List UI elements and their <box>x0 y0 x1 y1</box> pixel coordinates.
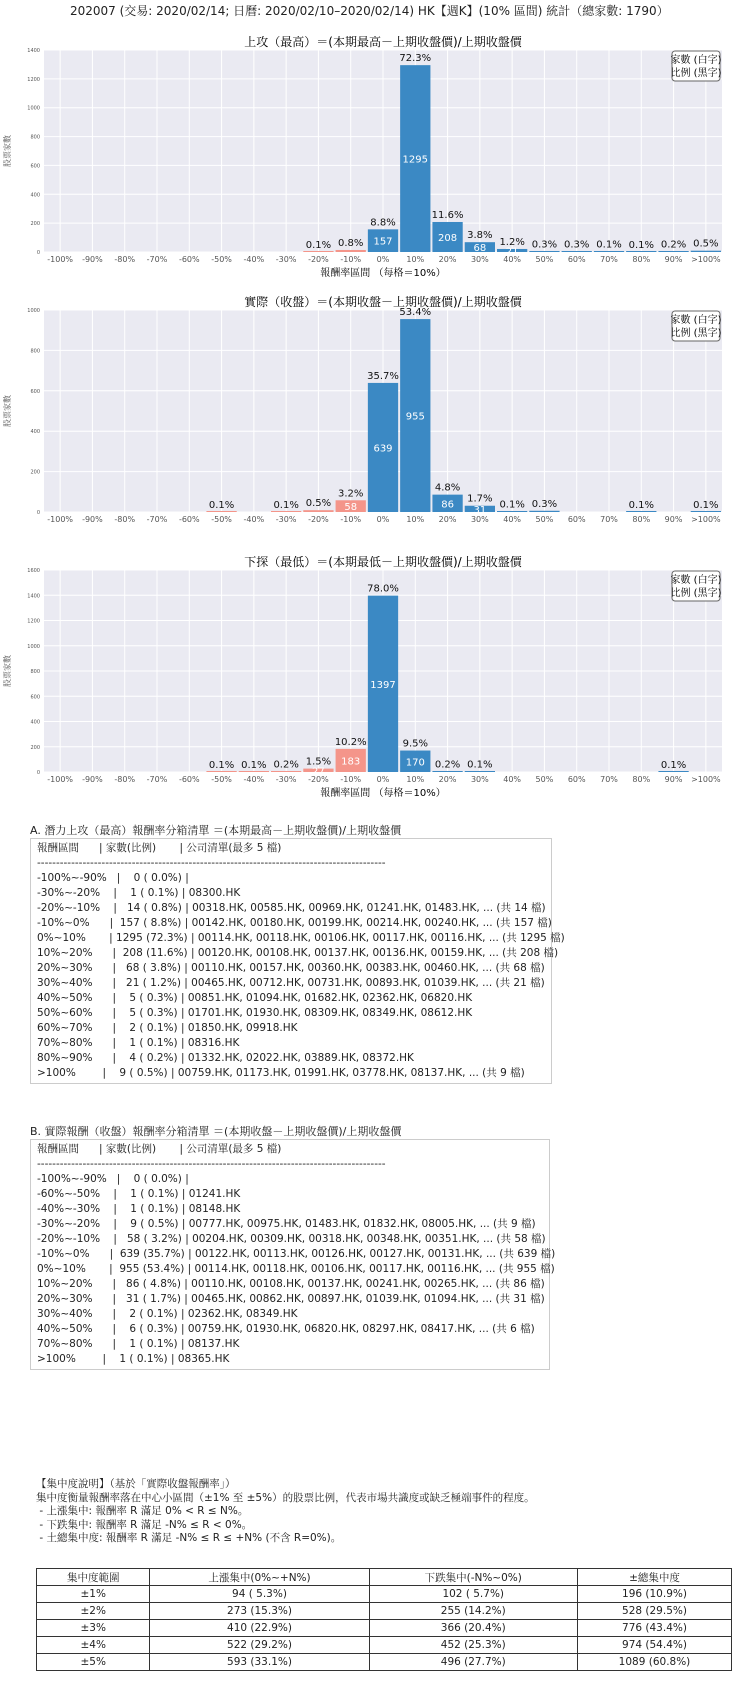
list-line: 30%~40% | 2 ( 0.1%) | 02362.HK, 08349.HK <box>37 1308 298 1320</box>
legend-line-1: 家數 (白字) <box>670 575 722 586</box>
bar-pct-label: 0.3% <box>531 498 558 510</box>
y-axis-label: 股票家數 <box>3 395 12 427</box>
x-tick-label: 10% <box>406 515 425 524</box>
table-cell: 196 (10.9%) <box>577 1586 731 1603</box>
table-cell: 1089 (60.8%) <box>577 1654 731 1671</box>
page-title: 202007 (交易: 2020/02/14; 日曆: 2020/02/10–2020/02/14) HK【週K】(10% 區間) 統計（總家數: 1790） <box>70 4 669 18</box>
bar-pct-label: 11.6% <box>431 209 464 221</box>
x-tick-label: -90% <box>82 775 103 784</box>
bar-pct-label: 3.2% <box>338 488 364 500</box>
x-tick-label: -50% <box>211 255 232 264</box>
bar-count-label: 27 <box>312 766 325 778</box>
chart-title: 實際（收盤）＝(本期收盤－上期收盤價)/上期收盤價 <box>244 296 522 309</box>
list-a-box <box>30 838 565 1084</box>
list-line: 0%~10% | 1295 (72.3%) | 00114.HK, 00118.HK, 00106.HK, 00117.HK, 00116.HK, ... (共 1295 檔) <box>37 932 565 944</box>
y-tick-label: 0 <box>36 250 40 256</box>
y-tick-label: 1000 <box>27 105 40 112</box>
list-line: -10%~0% | 157 ( 8.8%) | 00142.HK, 00180.HK, 00199.HK, 00214.HK, 00240.HK, ... (共 157 檔) <box>37 917 552 929</box>
x-axis-label: 報酬率區間 （每格＝10%） <box>320 268 446 279</box>
x-tick-label: -80% <box>114 255 136 264</box>
bar <box>594 251 624 252</box>
x-tick-label: 60% <box>567 515 586 524</box>
bar-count-label: 157 <box>373 236 393 248</box>
x-tick-label: -60% <box>178 255 200 264</box>
list-line: -------------------------------------------------------------------------------------------- <box>37 857 386 869</box>
table-cell: 255 (14.2%) <box>369 1603 577 1620</box>
table-cell: 102 ( 5.7%) <box>369 1586 577 1603</box>
bar-pct-label: 0.2% <box>273 759 299 771</box>
legend-line-2: 比例 (黑字) <box>670 68 722 79</box>
x-tick-label: 20% <box>438 775 457 784</box>
bar-pct-label: 1.2% <box>499 236 525 248</box>
x-tick-label: -90% <box>82 255 103 264</box>
x-tick-label: 40% <box>503 775 522 784</box>
x-axis-label: 報酬率區間 （每格＝10%） <box>320 788 446 799</box>
list-line: 50%~60% | 5 ( 0.3%) | 01701.HK, 01930.HK, 08309.HK, 08349.HK, 08612.HK <box>37 1007 473 1019</box>
bar-count-label: 183 <box>341 756 361 768</box>
x-tick-label: 20% <box>438 255 457 264</box>
bar-pct-label: 0.1% <box>628 239 654 251</box>
bar <box>562 251 592 252</box>
y-tick-label: 400 <box>30 719 40 726</box>
x-tick-label: 50% <box>535 255 554 264</box>
bar-count-label: 955 <box>405 411 425 423</box>
list-line: 10%~20% | 208 (11.6%) | 00120.HK, 00108.HK, 00137.HK, 00136.HK, 00159.HK, ... (共 208 檔) <box>37 947 559 959</box>
table-row <box>37 1654 732 1671</box>
table-cell: ±1% <box>37 1586 150 1603</box>
bar-pct-label: 4.8% <box>434 482 461 494</box>
bar-pct-label: 0.8% <box>338 237 364 249</box>
table-cell: 593 (33.1%) <box>150 1654 369 1671</box>
x-tick-label: 30% <box>470 775 489 784</box>
bar-pct-label: 0.1% <box>208 499 235 511</box>
bar-count-label: 1295 <box>402 154 429 166</box>
x-tick-label: -30% <box>275 775 297 784</box>
x-tick-label: 80% <box>632 775 651 784</box>
bar <box>303 510 333 512</box>
bar-pct-label: 3.8% <box>467 230 493 242</box>
y-tick-label: 1000 <box>27 308 40 314</box>
x-tick-label: -20% <box>308 255 329 264</box>
bar-pct-label: 0.1% <box>273 499 299 511</box>
bar-count-label: 1397 <box>370 679 396 691</box>
table-cell: ±4% <box>37 1637 150 1654</box>
y-tick-label: 0 <box>36 770 40 776</box>
x-tick-label: 0% <box>376 515 390 524</box>
table-cell: 496 (27.7%) <box>369 1654 577 1671</box>
x-tick-label: -10% <box>340 775 362 784</box>
bar-count-label: 208 <box>438 232 458 244</box>
x-tick-label: 70% <box>600 775 618 784</box>
table-cell: 528 (29.5%) <box>577 1603 731 1620</box>
bar-pct-label: 72.3% <box>399 53 432 65</box>
list-line: 10%~20% | 86 ( 4.8%) | 00110.HK, 00108.HK, 00137.HK, 00241.HK, 00265.HK, ... (共 86 檔) <box>37 1278 545 1290</box>
list-line: 0%~10% | 955 (53.4%) | 00114.HK, 00118.HK, 00106.HK, 00117.HK, 00116.HK, ... (共 955 檔) <box>37 1263 555 1275</box>
bar <box>336 250 366 252</box>
list-line: -40%~-30% | 1 ( 0.1%) | 08148.HK <box>37 1203 241 1215</box>
y-tick-label: 200 <box>30 469 40 476</box>
x-tick-label: 10% <box>406 775 425 784</box>
x-tick-label: -70% <box>146 515 168 524</box>
chart-title: 上攻（最高）＝(本期最高－上期收盤價)/上期收盤價 <box>244 36 522 49</box>
bar-count-label: 68 <box>473 243 487 255</box>
y-tick-label: 800 <box>30 134 40 141</box>
x-tick-label: -90% <box>82 515 103 524</box>
bar-count-label: 639 <box>373 443 393 455</box>
x-tick-label: -100% <box>47 255 74 264</box>
table-header: ±總集中度 <box>577 1569 731 1586</box>
y-tick-label: 1200 <box>27 76 40 83</box>
list-b-box <box>30 1139 556 1370</box>
x-tick-label: >100% <box>691 775 721 784</box>
list-line: -30%~-20% | 9 ( 0.5%) | 00777.HK, 00975.HK, 01483.HK, 01832.HK, 08005.HK, ... (共 9 檔) <box>37 1218 536 1230</box>
list-line: -10%~0% | 639 (35.7%) | 00122.HK, 00113.HK, 00126.HK, 00127.HK, 00131.HK, ... (共 639 檔) <box>37 1248 556 1260</box>
table-row <box>37 1620 732 1637</box>
x-tick-label: -80% <box>114 775 136 784</box>
x-tick-label: 30% <box>470 515 489 524</box>
bar <box>432 771 462 772</box>
bar-pct-label: 0.1% <box>628 499 654 511</box>
list-line: 報酬區間 | 家數(比例) | 公司清單(最多 5 檔) <box>37 1143 282 1155</box>
legend-line-1: 家數 (白字) <box>670 315 722 326</box>
x-tick-label: 70% <box>600 255 618 264</box>
table-cell: 522 (29.2%) <box>150 1637 369 1654</box>
y-axis-label: 股票家數 <box>3 135 12 167</box>
chart-low <box>0 556 740 808</box>
x-tick-label: -30% <box>275 515 297 524</box>
list-line: 80%~90% | 4 ( 0.2%) | 01332.HK, 02022.HK, 03889.HK, 08372.HK <box>37 1052 414 1064</box>
bar <box>206 771 236 772</box>
list-line: 70%~80% | 1 ( 0.1%) | 08316.HK <box>37 1037 240 1049</box>
table-row <box>37 1637 732 1654</box>
list-line: -30%~-20% | 1 ( 0.1%) | 08300.HK <box>37 887 241 899</box>
concentration-table <box>36 1568 732 1671</box>
y-tick-label: 800 <box>30 669 40 675</box>
x-tick-label: -100% <box>47 775 74 784</box>
y-tick-label: 400 <box>30 192 40 199</box>
x-tick-label: 20% <box>438 515 457 524</box>
bar-pct-label: 1.5% <box>305 756 332 768</box>
bar-pct-label: 0.1% <box>241 759 267 771</box>
bar <box>691 251 721 252</box>
y-tick-label: 1400 <box>27 593 40 600</box>
x-tick-label: >100% <box>691 515 721 524</box>
bar-pct-label: 1.7% <box>467 493 493 505</box>
bar-pct-label: 0.1% <box>305 239 332 251</box>
y-tick-label: 1000 <box>27 643 40 650</box>
y-axis-label: 股票家數 <box>3 655 12 687</box>
chart-high <box>0 36 740 288</box>
bar <box>497 511 527 512</box>
chart-title: 下探（最低）＝(本期最低－上期收盤價)/上期收盤價 <box>244 556 522 569</box>
bar <box>626 251 656 252</box>
x-tick-label: -70% <box>146 775 168 784</box>
list-line: 40%~50% | 6 ( 0.3%) | 00759.HK, 01930.HK, 06820.HK, 08297.HK, 08417.HK, ... (共 6 檔) <box>37 1323 535 1335</box>
y-tick-label: 1600 <box>27 568 40 574</box>
x-tick-label: -20% <box>308 515 329 524</box>
bar <box>658 771 688 772</box>
x-tick-label: -40% <box>243 515 265 524</box>
bar <box>303 251 333 252</box>
bar-pct-label: 0.3% <box>531 239 558 251</box>
x-tick-label: 0% <box>376 775 390 784</box>
list-line: 40%~50% | 5 ( 0.3%) | 00851.HK, 01094.HK, 01682.HK, 02362.HK, 06820.HK <box>37 992 473 1004</box>
x-tick-label: 70% <box>600 515 618 524</box>
list-line: >100% | 1 ( 0.1%) | 08365.HK <box>37 1353 230 1365</box>
x-tick-label: -40% <box>243 775 265 784</box>
y-tick-label: 600 <box>30 694 40 701</box>
bar <box>239 771 269 772</box>
bar-pct-label: 0.1% <box>693 499 719 511</box>
bar-count-label: 170 <box>405 757 425 769</box>
y-tick-label: 600 <box>30 163 40 170</box>
table-cell: 273 (15.3%) <box>150 1603 369 1620</box>
concentration-note: 【集中度說明】（基於「實際收盤報酬率」） 集中度衡量報酬率落在中心小區間（±1% 至 ±5%）的股票比例，代表市場共識度或缺乏極端事件的程度。 - 上漲集中: 報酬率 R 滿足 0% < R ≤ N%。 - 下跌集中: 報酬率 R 滿足 -N% ≤ R < 0%。 - 土總集中度: 報酬率 R 滿足 -N% ≤ R ≤ +N% (不含 R=0%)。 <box>36 1478 535 1544</box>
list-line: 30%~40% | 21 ( 1.2%) | 00465.HK, 00712.HK, 00731.HK, 00893.HK, 01039.HK, ... (共 21 檔) <box>37 977 545 989</box>
x-tick-label: 40% <box>503 515 522 524</box>
bar <box>271 511 301 512</box>
bar-count-label: 21 <box>505 246 519 258</box>
table-cell: 410 (22.9%) <box>150 1620 369 1637</box>
bar <box>271 771 301 772</box>
x-tick-label: -30% <box>275 255 297 264</box>
bar-pct-label: 10.2% <box>334 736 367 748</box>
x-tick-label: 10% <box>406 255 425 264</box>
table-cell: ±5% <box>37 1654 150 1671</box>
x-tick-label: -10% <box>340 255 362 264</box>
bar <box>691 511 721 512</box>
table-cell: 94 ( 5.3%) <box>150 1586 369 1603</box>
x-tick-label: -100% <box>47 515 74 524</box>
table-cell: 452 (25.3%) <box>369 1637 577 1654</box>
legend-line-2: 比例 (黑字) <box>670 588 722 599</box>
bar-pct-label: 53.4% <box>399 307 432 319</box>
x-tick-label: -20% <box>308 775 329 784</box>
bar <box>465 771 495 772</box>
x-tick-label: 90% <box>664 515 683 524</box>
list-line: 報酬區間 | 家數(比例) | 公司清單(最多 5 檔) <box>37 842 282 854</box>
table-cell: 776 (43.4%) <box>577 1620 731 1637</box>
x-tick-label: 90% <box>664 775 683 784</box>
list-line: 70%~80% | 1 ( 0.1%) | 08137.HK <box>37 1338 240 1350</box>
bar-pct-label: 0.1% <box>660 759 687 771</box>
x-tick-label: 50% <box>535 515 554 524</box>
list-line: 60%~70% | 2 ( 0.1%) | 01850.HK, 09918.HK <box>37 1022 298 1034</box>
x-tick-label: 40% <box>503 255 522 264</box>
table-header: 上漲集中(0%~+N%) <box>150 1569 369 1586</box>
bar-pct-label: 0.1% <box>596 239 622 251</box>
bar <box>529 511 559 512</box>
list-line: -------------------------------------------------------------------------------------------- <box>37 1158 386 1170</box>
list-line: -20%~-10% | 14 ( 0.8%) | 00318.HK, 00585.HK, 00969.HK, 01241.HK, 01483.HK, ... (共 14 檔) <box>37 902 546 914</box>
x-tick-label: 50% <box>535 775 554 784</box>
bar-pct-label: 0.1% <box>499 499 525 511</box>
bar-pct-label: 0.1% <box>467 759 493 771</box>
y-tick-label: 1200 <box>27 618 40 625</box>
list-line: 20%~30% | 68 ( 3.8%) | 00110.HK, 00157.HK, 00360.HK, 00383.HK, 00460.HK, ... (共 68 檔) <box>37 962 545 974</box>
list-line: -20%~-10% | 58 ( 3.2%) | 00204.HK, 00309.HK, 00318.HK, 00348.HK, 00351.HK, ... (共 58 檔) <box>37 1233 546 1245</box>
bar-pct-label: 8.8% <box>370 217 396 229</box>
x-tick-label: -50% <box>211 775 232 784</box>
x-tick-label: -10% <box>340 515 362 524</box>
x-tick-label: 80% <box>632 255 651 264</box>
x-tick-label: 80% <box>632 515 651 524</box>
bar-pct-label: 0.5% <box>305 498 332 510</box>
bar-count-label: 58 <box>344 502 358 514</box>
y-tick-label: 0 <box>36 510 40 516</box>
x-tick-label: -50% <box>211 515 232 524</box>
list-line: >100% | 9 ( 0.5%) | 00759.HK, 01173.HK, 01991.HK, 03778.HK, 08137.HK, ... (共 9 檔) <box>37 1067 525 1079</box>
table-row <box>37 1603 732 1620</box>
list-line: -100%~-90% | 0 ( 0.0%) | <box>37 872 189 884</box>
table-cell: 366 (20.4%) <box>369 1620 577 1637</box>
bar-pct-label: 0.3% <box>564 239 590 251</box>
legend-line-1: 家數 (白字) <box>670 55 722 66</box>
x-tick-label: -60% <box>178 515 200 524</box>
bar-pct-label: 0.1% <box>208 759 235 771</box>
chart-close <box>0 296 740 548</box>
bar <box>529 251 559 252</box>
bar-count-label: 86 <box>441 499 454 511</box>
table-cell: ±2% <box>37 1603 150 1620</box>
bar-pct-label: 0.5% <box>693 238 719 250</box>
bar-pct-label: 78.0% <box>367 583 399 595</box>
table-cell: 974 (54.4%) <box>577 1637 731 1654</box>
bar-pct-label: 0.2% <box>660 239 687 251</box>
bar-pct-label: 0.2% <box>434 759 461 771</box>
y-tick-label: 200 <box>30 221 40 228</box>
legend-line-2: 比例 (黑字) <box>670 328 722 339</box>
table-cell: ±3% <box>37 1620 150 1637</box>
table-header: 集中度範圍 <box>37 1569 150 1586</box>
y-tick-label: 400 <box>30 429 40 436</box>
x-tick-label: >100% <box>691 255 721 264</box>
x-tick-label: 60% <box>567 775 586 784</box>
list-line: -60%~-50% | 1 ( 0.1%) | 01241.HK <box>37 1188 241 1200</box>
bar-pct-label: 35.7% <box>367 370 399 382</box>
x-tick-label: 30% <box>470 255 489 264</box>
x-tick-label: 90% <box>664 255 683 264</box>
bar-count-label: 31 <box>473 504 487 516</box>
x-tick-label: -80% <box>114 515 136 524</box>
y-tick-label: 200 <box>30 744 40 751</box>
list-line: -100%~-90% | 0 ( 0.0%) | <box>37 1173 189 1185</box>
x-tick-label: -40% <box>243 255 265 264</box>
x-tick-label: -60% <box>178 775 200 784</box>
bar <box>626 511 656 512</box>
x-tick-label: 0% <box>376 255 390 264</box>
table-row <box>37 1586 732 1603</box>
list-line: 20%~30% | 31 ( 1.7%) | 00465.HK, 00862.HK, 00897.HK, 01039.HK, 01094.HK, ... (共 31 檔) <box>37 1293 545 1305</box>
bar <box>206 511 236 512</box>
y-tick-label: 1400 <box>27 48 40 54</box>
y-tick-label: 600 <box>30 388 40 395</box>
table-header: 下跌集中(-N%~0%) <box>369 1569 577 1586</box>
x-tick-label: -70% <box>146 255 168 264</box>
list-b-heading: B. 實際報酬（收盤）報酬率分箱清單 ＝(本期收盤－上期收盤價)/上期收盤價 <box>30 1125 402 1138</box>
y-tick-label: 800 <box>30 348 40 355</box>
x-tick-label: 60% <box>567 255 586 264</box>
bar <box>658 251 688 252</box>
bar-pct-label: 9.5% <box>402 738 428 750</box>
list-a-heading: A. 潛力上攻（最高）報酬率分箱清單 ＝(本期最高－上期收盤價)/上期收盤價 <box>30 824 402 837</box>
